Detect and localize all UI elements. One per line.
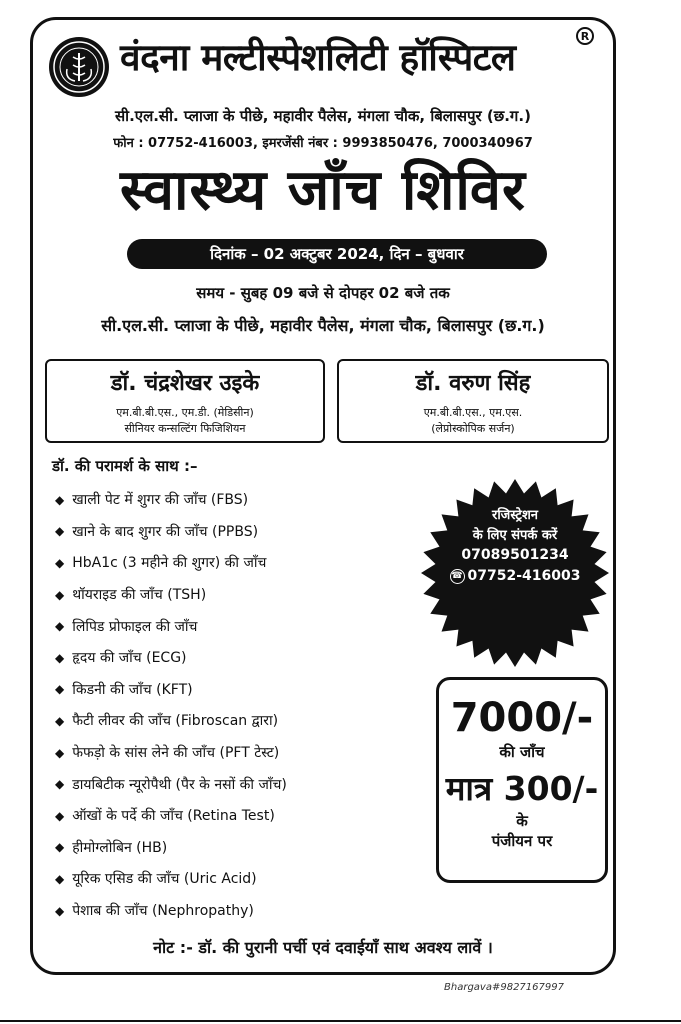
bullet-icon: ◆ [55,871,65,886]
doctor-card-2 [337,359,609,443]
hospital-name: वंदना मल्टीस्पेशलिटी हॉस्पिटल [120,36,516,79]
designer-credit: Bhargava#9827167997 [444,982,564,993]
bullet-icon: ◆ [55,682,65,697]
bullet-icon: ◆ [55,713,65,728]
original-price: 7000/- [450,695,594,741]
registration-label-2: के लिए संपर्क करें [472,527,558,543]
bullet-icon: ◆ [55,903,65,918]
bullet-icon: ◆ [55,619,65,634]
doctor-designation: सीनियर कन्सल्टिंग फिजिशियन [124,421,246,435]
test-item: ◆ ऑखों के पर्दे की जाँच (Retina Test) [55,808,275,825]
camp-date-banner [127,239,547,269]
camp-time: समय - सुबह 09 बजे से दोपहर 02 बजे तक [196,284,450,302]
price-offer-box [436,677,608,883]
hospital-logo-icon [49,37,109,97]
doctor-qualification: एम.बी.बी.एस., एम.डी. (मेडिसीन) [116,406,254,419]
camp-date-text: दिनांक – 02 अक्टुबर 2024, दिन – बुधवार [210,245,464,263]
doctor-designation: (लेप्रोस्कोपिक सर्जन) [431,421,515,435]
bullet-icon: ◆ [55,492,65,507]
phone-icon: ☎ [450,569,465,584]
test-item: ◆ डायबिटीक न्यूरोपैथी (पैर के नसों की जाँच) [55,776,287,793]
bullet-icon: ◆ [55,555,65,570]
bullet-icon: ◆ [55,650,65,665]
test-item: ◆ HbA1c (3 महीने की शुगर) की जाँच [55,555,267,572]
offer-price: मात्र 300/- [445,769,599,808]
bullet-icon: ◆ [55,745,65,760]
bullet-icon: ◆ [55,840,65,855]
doctor-name: डॉ. वरुण सिंह [415,371,531,396]
doctor-card-1 [45,359,325,443]
registration-label: रजिस्ट्रेशन [492,508,538,523]
bullet-icon: ◆ [55,587,65,602]
doctor-qualification: एम.बी.बी.एस., एम.एस. [423,406,523,419]
registration-phone-2: 07752-416003 [467,568,581,584]
camp-title: स्वास्थ्य जाँच शिविर [120,158,526,223]
consult-heading: डॉ. की परामर्श के साथ :– [52,457,198,475]
test-item: ◆ लिपिड प्रोफाइल की जाँच [55,618,198,635]
bullet-icon: ◆ [55,524,65,539]
bullet-icon: ◆ [55,777,65,792]
offer-label-2: पंजीयन पर [491,832,553,851]
test-item: ◆ खाने के बाद शुगर की जाँच (PPBS) [55,523,259,540]
registration-phone-1: 07089501234 [461,547,569,563]
registered-mark: R [576,27,594,45]
test-item: ◆ पेशाब की जाँच (Nephropathy) [55,903,254,920]
hospital-phone-line: फोन : 07752-416003, इमरजेंसी नंबर : 9993850476, 7000340967 [113,136,533,151]
original-price-label: की जाँच [499,743,545,761]
test-item: ◆ थॉयराइड की जाँच (TSH) [55,587,207,604]
test-item: ◆ हृदय की जाँच (ECG) [55,650,187,667]
doctor-name: डॉ. चंद्रशेखर उइके [110,371,260,396]
test-item: ◆ हीमोग्लोबिन (HB) [55,839,168,856]
test-item: ◆ यूरिक एसिड की जाँच (Uric Acid) [55,871,257,888]
offer-label-1: के [516,812,528,830]
test-item: ◆ फेफड़ो के सांस लेने की जाँच (PFT टेस्ट) [55,745,280,762]
bottom-divider [0,1020,681,1022]
test-item: ◆ फैटी लीवर की जाँच (Fibroscan द्वारा) [55,713,279,730]
hospital-address: सी.एल.सी. प्लाजा के पीछे, महावीर पैलेस, मंगला चौक, बिलासपुर (छ.ग.) [115,107,531,125]
test-item: ◆ किडनी की जाँच (KFT) [55,681,193,698]
test-item: ◆ खाली पेट में शुगर की जाँच (FBS) [55,492,249,509]
registration-contact [420,506,610,587]
test-list [55,484,287,926]
note-text: नोट :- डॉ. की पुरानी पर्ची एवं दवाईयाँ साथ अवश्य लावें । [153,938,493,957]
camp-venue: सी.एल.सी. प्लाजा के पीछे, महावीर पैलेस, मंगला चौक, बिलासपुर (छ.ग.) [101,316,545,335]
bullet-icon: ◆ [55,808,65,823]
